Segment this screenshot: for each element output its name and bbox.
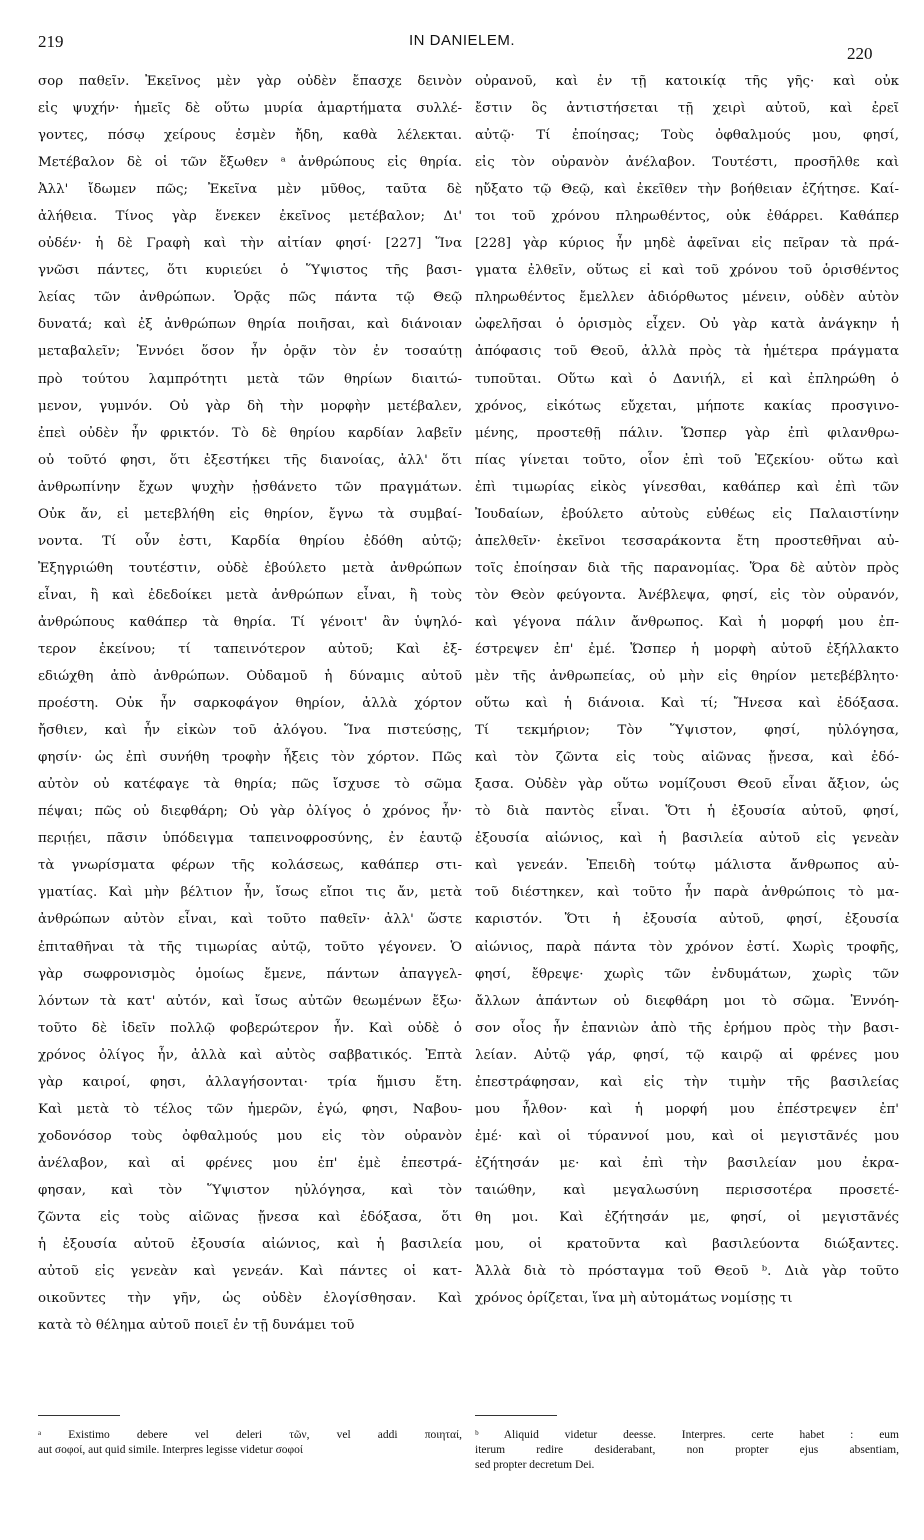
text-line: εδιώχθη ἀπὸ ἀνθρώπων. Οὐδαμοῦ ἡ δύναμις αὐτοῦ (38, 669, 462, 685)
text-line: Ἀλλὰ διὰ τὸ πρόσταγμα τοῦ Θεοῦ ᵇ. Διὰ γὰρ τοῦτο (475, 1264, 899, 1280)
text-line: αὐτῷ· Τί ἐποίησας; Τοὺς ὀφθαλμούς μου, φησί, (475, 128, 899, 144)
left-page-number: 219 (38, 32, 64, 51)
text-line: ἀνέλαβον, καὶ αἱ φρένες μου ἐπ' ἐμὲ ἐπεστρά- (38, 1155, 462, 1171)
text-line: Ἐξηγριώθη τουτέστιν, οὐδὲ ἐβούλετο μετὰ ἀνθρώπων (38, 560, 462, 576)
text-line: ἀπελθεῖν· ἐκεῖνοι τεσσαράκοντα ἔτη προστεθῆναι αὐ- (475, 533, 899, 549)
text-line: αἰώνιος, παρὰ πάντα τὸν χρόνον ἐστί. Χωρὶς τροφῆς, (475, 939, 899, 955)
text-line: λείας τῶν ἀνθρώπων. Ὁρᾷς πῶς πάντα τῷ Θεῷ (38, 290, 462, 306)
text-line: καὶ γενεάν. Ἐπειδὴ τούτῳ μάλιστα ἄνθρωπος αὐ- (475, 858, 899, 874)
text-line: προέστη. Οὐκ ἦν σαρκοφάγον θηρίον, ἀλλὰ χόρτον (38, 696, 462, 712)
text-line: ἐπιταθῆναι τὰ τῆς τιμωρίας αὐτῷ, τοῦτο γέγονεν. Ὁ (38, 939, 462, 955)
text-line: ἐπὶ τιμωρίας εἰκὸς γίνεσθαι, καθάπερ καὶ ἐπὶ τῶν (475, 479, 899, 495)
text-line: νοντα. Τί οὖν ἐστι, Καρδία θηρίου ἐδόθη αὐτῷ; (38, 533, 462, 549)
text-line: εἰς ψυχήν· ἡμεῖς δὲ οὕτω μυρία ἁμαρτήματα συλλέ- (38, 101, 462, 117)
left-text-column (38, 68, 462, 1339)
text-line: [228] γὰρ κύριος ἦν μηδὲ ἀφεῖναι εἰς πεῖραν τὰ πρά- (475, 236, 899, 252)
running-title: IN DANIELEM. (408, 32, 516, 49)
text-line: μου, οἱ κρατοῦντα καὶ βασιλεύοντα διώξαντες. (475, 1237, 899, 1253)
text-line: ἀπόφασις τοῦ Θεοῦ, ἀλλὰ πρὸς τὰ ἡμέτερα πράγματα (475, 344, 899, 360)
text-line: τυποῦται. Οὕτω καὶ ὁ Δανιήλ, εἰ καὶ ἐπληρώθη ὁ (475, 371, 899, 387)
text-line: εἶναι, ἢ καὶ ἐδεδοίκει μετὰ ἀνθρώπων εἶναι, ἢ τοὺς (38, 587, 462, 603)
text-line: Καὶ μετὰ τὸ τέλος τῶν ἡμερῶν, ἐγώ, φησι, Ναβου- (38, 1101, 462, 1117)
text-line: οὕτω καὶ ἡ διάνοια. Καὶ τί; Ἤνεσα καὶ ἐδόξασα. (475, 696, 899, 712)
text-line: τοῦτο δὲ ἰδεῖν πολλῷ φοβερώτερον ἦν. Καὶ οὐδὲ ὁ (38, 1020, 462, 1036)
text-line: ταιώθην, καὶ μεγαλωσύνη περισσοτέρα προσετέ- (475, 1182, 899, 1198)
text-line: Μετέβαλον δὲ οἱ τῶν ἔξωθεν ᵃ ἀνθρώπους εἰς θηρία. (38, 155, 462, 171)
text-line: οικοῦντες τὴν γῆν, ὡς οὐδὲν ἐλογίσθησαν. Καὶ (38, 1291, 462, 1307)
text-line: περιῄει, πᾶσιν ὑπόδειγμα ταπεινοφροσύνης, ἐν ἑαυτῷ (38, 831, 462, 847)
text-line: ἄλλων ἁπάντων οὐ διεφθάρη μοι τὸ σῶμα. Ἐννόη- (475, 993, 899, 1009)
text-line: ἀνθρωπίνην ἔχων ψυχὴν ᾐσθάνετο τῶν πραγμάτων. (38, 479, 462, 495)
text-line: ὠφελῆσαι ὁ ὁρισμὸς εἶχεν. Οὐ γὰρ κατὰ ἀνάγκην ἡ (475, 317, 899, 333)
text-line: οὐρανοῦ, καὶ ἐν τῇ κατοικίᾳ τῆς γῆς· καὶ οὐκ (475, 74, 899, 89)
left-footnote (38, 1428, 462, 1458)
text-line: γοντες, πόσῳ χείρους ἐσμὲν ἤδη, καθὰ λέλεκται. (38, 128, 462, 144)
footnote-line: ᵇ Aliquid videtur deesse. Interpres. certe habet : eum (475, 1429, 899, 1441)
text-line: χρόνος, εἰκότως εὔχεται, μήποτε κακίας προσγινο- (475, 398, 899, 414)
footnote-line: sed propter decretum Dei. (475, 1459, 595, 1471)
text-line: Ἀλλ' ἴδωμεν πῶς; Ἐκεῖνα μὲν μῦθος, ταῦτα δὲ (38, 182, 462, 198)
text-line: ἐξουσία αἰώνιος, καὶ ἡ βασιλεία αὐτοῦ εἰς γενεὰν (475, 831, 899, 847)
footnote-line: iterum redire desiderabant, non propter ejus absentiam, (475, 1444, 899, 1456)
text-line: ἔστιν ὃς ἀντιστήσεται τῇ χειρὶ αὐτοῦ, καὶ ἐρεῖ (475, 101, 899, 117)
text-line: μὲν τῆς ἀνθρωπείας, οὐ μὴν εἰς θηρίον μετεβέβλητο· (475, 669, 899, 685)
text-line: φησί, ἔθρεψε· χωρὶς τῶν ἐνδυμάτων, χωρὶς τῶν (475, 966, 899, 982)
text-line: καὶ γέγονα πάλιν ἄνθρωπος. Καὶ ἡ μορφή μου ἐπ- (475, 614, 899, 630)
text-line: πίας γίνεται τοῦτο, οἷον ἐπὶ τοῦ Ἐζεκίου· οὕτω καὶ (475, 452, 899, 468)
text-line: ἐζήτησάν με· καὶ ἐπὶ τὴν βασιλείαν μου ἐκρα- (475, 1155, 899, 1171)
text-line: ἀνθρώπους καθάπερ τὰ θηρία. Τί γένοιτ' ἂν ὑψηλό- (38, 614, 462, 630)
footnote-line: aut σοφοί, aut quid simile. Interpres legisse videtur σοφοί (38, 1444, 304, 1456)
text-line: τοῖς ἐποίησαν διὰ τῆς παρανομίας. Ὅρα δὲ αὐτὸν πρὸς (475, 560, 899, 576)
text-line: ἀλήθεια. Τίνος γὰρ ἕνεκεν ἐκεῖνος μετέβαλον; Δι' (38, 209, 462, 225)
text-line: Οὐκ ἄν, εἰ μετεβλήθη εἰς θηρίον, ἔγνω τὰ συμβαί- (38, 506, 462, 522)
text-line: τοῦ διέστηκεν, καὶ τοῦτο ἦν παρὰ ἀνθρώποις τὸ μα- (475, 885, 899, 901)
text-line: οὐδέν· ἡ δὲ Γραφὴ καὶ τὴν αἰτίαν φησί· [227] Ἵνα (38, 236, 462, 252)
text-line: αὐτὸν οὐ κατέφαγε τὰ θηρία; πῶς ἴσχυσε τὸ σῶμα (38, 777, 462, 793)
text-line: ἡ ἐξουσία αὐτοῦ ἐξουσία αἰώνιος, καὶ ἡ βασιλεία (38, 1237, 462, 1253)
text-line: μενον, γυμνόν. Οὐ γὰρ δὴ τὴν μορφὴν μετέβαλεν, (38, 398, 462, 414)
text-line: θη μοι. Καὶ ἐζήτησάν με, φησί, οἱ μεγιστᾶνές (475, 1209, 899, 1225)
text-line: ἐμέ· καὶ οἱ τύραννοί μου, καὶ οἱ μεγιστᾶνές μου (475, 1128, 899, 1144)
text-line: καὶ τὸν ζῶντα εἰς τοὺς αἰῶνας ᾔνεσα, καὶ ἐδό- (475, 750, 899, 766)
text-line: σον οἷος ἦν ἐπανιὼν ἀπὸ τῆς ἐρήμου πρὸς τὴν βασι- (475, 1020, 899, 1036)
text-line: αὐτοῦ εἰς γενεὰν καὶ γενεάν. Καὶ πάντες οἱ κατ- (38, 1264, 462, 1280)
text-line: πέψαι; πῶς οὐ διεφθάρη; Οὐ γὰρ ὀλίγος ὁ χρόνος ἦν· (38, 804, 462, 820)
text-line: ἐπεὶ οὐδὲν ἦν φρικτόν. Τὸ δὲ θηρίου καρδίαν λαβεῖν (38, 425, 462, 441)
text-line: Ἰουδαίων, ἐβούλετο αὐτοὺς εὐθέως εἰς Παλαιστίνην (475, 506, 899, 522)
text-line: λείαν. Αὐτῷ γάρ, φησί, τῷ καιρῷ αἱ φρένες μου (475, 1047, 899, 1063)
text-line: μεταβαλεῖν; Ἐννόει ὅσον ἦν ὁρᾷν τὸν ἐν τοσαύτῃ (38, 344, 462, 360)
text-line: τερον ἐκείνου; τί ταπεινότερον αὐτοῦ; Καὶ ἐξ- (38, 641, 462, 657)
text-line: τοι τοῦ χρόνου πληρωθέντος, οὐκ ἐθάρρει. Καθάπερ (475, 209, 899, 225)
text-line: μένης, προστεθῇ πάλιν. Ὥσπερ γὰρ ἐπὶ φιλανθρω- (475, 425, 899, 441)
text-line: γὰρ καιροί, φησι, ἀλλαγήσονται· τρία ἥμισυ ἔτη. (38, 1074, 462, 1090)
right-footnote-rule (475, 1415, 557, 1416)
text-line: φησίν· ὡς ἐπὶ συνήθη τροφὴν ἧξεις τὸν χόρτον. Πῶς (38, 750, 462, 766)
text-line: τὰ γνωρίσματα φέρων τῆς κολάσεως, καθάπερ στι- (38, 858, 462, 874)
text-line: εἰς τὸν οὐρανὸν ἀνέλαβον. Τουτέστι, προσῆλθε καὶ (475, 155, 899, 171)
text-line: ἐπεστράφησαν, καὶ εἰς τὴν τιμὴν τῆς βασιλείας (475, 1074, 899, 1090)
text-line: ηὔξατο τῷ Θεῷ, καὶ ἐκεῖθεν τὴν βοήθειαν ἐζήτησε. Καί- (475, 182, 899, 198)
text-line: χρόνος ὁρίζεται, ἵνα μὴ αὐτομάτως νομίσῃς τι (475, 1291, 793, 1307)
text-line: τὸν Θεὸν φεύγοντα. Ἀνέβλεψα, φησί, εἰς τὸν οὐρανόν, (475, 587, 899, 603)
text-line: καριστόν. Ὅτι ἡ ἐξουσία αὐτοῦ, φησί, ἐξουσία (475, 912, 899, 928)
right-text-column (475, 68, 899, 1312)
text-line: γὰρ σωφρονισμὸς ὁμοίως ἔμενε, πάντων ἀπαγγελ- (38, 966, 462, 982)
text-line: φησαν, καὶ τὸν Ὕψιστον ηὐλόγησα, καὶ τὸν (38, 1182, 462, 1198)
text-line: χρόνος ὀλίγος ἦν, ἀλλὰ καὶ αὐτὸς σαββατικός. Ἑπτὰ (38, 1047, 462, 1063)
text-line: λόντων τὰ κατ' αὐτόν, καὶ ἴσως αὐτῶν θεωμένων ἔξω· (38, 993, 462, 1009)
text-line: ἤσθιεν, καὶ ἦν εἰκὼν τοῦ ἀλόγου. Ἵνα πιστεύσῃς, (38, 723, 462, 739)
text-line: πρὸ τούτου λαμπρότητι μετὰ τῶν θηρίων διαιτώ- (38, 371, 462, 387)
text-line: ξασα. Οὐδὲν γὰρ οὕτω νομίζουσι Θεοῦ εἶναι ἄξιον, ὡς (475, 777, 899, 793)
text-line: χοδονόσορ τοὺς ὀφθαλμούς μου εἰς τὸν οὐρανὸν (38, 1128, 462, 1144)
text-line: ζῶντα εἰς τοὺς αἰῶνας ᾔνεσα καὶ ἐδόξασα, ὅτι (38, 1209, 462, 1225)
text-line: κατὰ τὸ θέλημα αὐτοῦ ποιεῖ ἐν τῇ δυνάμει τοῦ (38, 1318, 355, 1334)
text-line: μου ἦλθον· καὶ ἡ μορφή μου ἐπέστρεψεν ἐπ' (475, 1101, 899, 1117)
text-line: τὸ διὰ παντὸς εἶναι. Ὅτι ἡ ἐξουσία αὐτοῦ, φησί, (475, 804, 899, 820)
text-line: σορ παθεῖν. Ἐκεῖνος μὲν γὰρ οὐδὲν ἔπασχε δεινὸν (38, 74, 462, 89)
text-line: γματίας. Καὶ μὴν βέλτιον ἦν, ἴσως εἴποι τις ἄν, μετὰ (38, 885, 462, 901)
text-line: Τί τεκμήριον; Τὸν Ὕψιστον, φησί, ηὐλόγησα, (475, 723, 899, 739)
right-footnote (475, 1428, 899, 1473)
footnote-line: ᵃ Existimo debere vel deleri τῶν, vel addi ποιηταί, (38, 1429, 462, 1441)
text-line: οὐ τοῦτό φησι, ὅτι ἐξεστήκει τῆς διανοίας, ἀλλ' ὅτι (38, 452, 462, 468)
text-line: δυνατά; καὶ ἐξ ἀνθρώπων θηρία ποιῆσαι, καὶ διάνοιαν (38, 317, 462, 333)
text-line: ἀνθρώπων αὐτὸν εἶναι, καὶ τοῦτο παθεῖν· ἀλλ' ὥστε (38, 912, 462, 928)
text-line: γνῶσι πάντες, ὅτι κυριεύει ὁ Ὕψιστος τῆς βασι- (38, 263, 462, 279)
text-line: πληρωθέντος ἔμελλεν ἀδιόρθωτος μένειν, οὐδὲν αὐτὸν (475, 290, 899, 306)
right-page-number: 220 (847, 44, 873, 63)
left-footnote-rule (38, 1415, 120, 1416)
text-line: γματα ἐλθεῖν, οὕτως εἰ καὶ τοῦ χρόνου τοῦ ὁρισθέντος (475, 263, 899, 279)
text-line: έστρεψεν ἐπ' ἐμέ. Ὥσπερ ἡ μορφὴ αὐτοῦ ἐξήλλακτο (475, 641, 899, 657)
